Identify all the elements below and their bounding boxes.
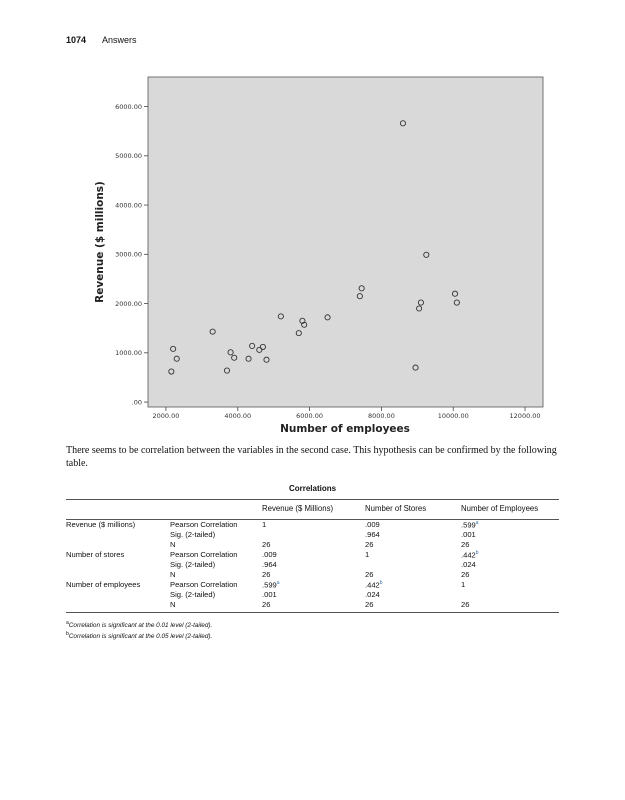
table-cell: N bbox=[170, 570, 176, 579]
table-cell: Number of stores bbox=[66, 550, 125, 559]
table-cell bbox=[66, 570, 170, 580]
y-tick-label: 2000.00 bbox=[115, 299, 142, 308]
table-cell: Number of employees bbox=[66, 580, 141, 589]
table-cell: .442$^b$ bbox=[461, 550, 479, 560]
y-tick-label: 6000.00 bbox=[115, 102, 142, 111]
table-cell: 1 bbox=[262, 520, 267, 529]
table-cell bbox=[461, 590, 559, 600]
table-cell: .964 bbox=[262, 560, 277, 569]
table-cell: .009 bbox=[262, 550, 277, 559]
table-cell bbox=[66, 600, 170, 613]
table-row bbox=[66, 570, 559, 580]
table-cell: .024 bbox=[365, 590, 380, 599]
running-title: Answers bbox=[102, 35, 137, 45]
x-tick-label: 6000.00 bbox=[296, 412, 324, 420]
plot-area bbox=[148, 77, 543, 407]
table-cell: Pearson Correlation bbox=[170, 580, 238, 589]
table-cell: .599$^a$ bbox=[262, 580, 280, 590]
table-cell: 26 bbox=[461, 600, 559, 613]
body-paragraph: There seems to be correlation between the variables in the second case. This hypothesis can be confirmed by the following table. bbox=[66, 445, 557, 469]
table-cell: 26 bbox=[365, 570, 374, 579]
table-cell: Sig. (2-tailed) bbox=[170, 590, 216, 599]
y-axis bbox=[115, 103, 148, 407]
table-cell: Sig. (2-tailed) bbox=[170, 560, 216, 569]
x-axis bbox=[153, 407, 541, 420]
table-row bbox=[66, 560, 559, 570]
table-row bbox=[66, 550, 559, 560]
table-cell bbox=[365, 560, 461, 570]
table-cell bbox=[66, 530, 170, 540]
table-cell bbox=[66, 560, 170, 570]
table-cell bbox=[262, 530, 365, 540]
table-row bbox=[66, 590, 559, 600]
table-row bbox=[66, 530, 559, 540]
table-cell: .009 bbox=[365, 520, 380, 529]
x-axis-label: Number of employees bbox=[280, 423, 410, 435]
x-tick-label: 12000.00 bbox=[509, 412, 541, 420]
x-tick-label: 8000.00 bbox=[367, 412, 395, 420]
table-row bbox=[66, 600, 559, 613]
correlations-table bbox=[66, 482, 559, 641]
x-tick-label: 4000.00 bbox=[224, 412, 252, 420]
table-footnotes bbox=[66, 619, 559, 641]
table-cell bbox=[66, 540, 170, 550]
table-cell: Pearson Correlation bbox=[170, 550, 238, 559]
significance-mark: a bbox=[276, 580, 280, 586]
y-tick-label: .00 bbox=[131, 398, 142, 407]
table-cell: .964 bbox=[365, 530, 380, 539]
column-header: Number of Stores bbox=[365, 500, 461, 520]
table-cell: 26 bbox=[461, 540, 470, 549]
y-tick-label: 4000.00 bbox=[115, 201, 142, 210]
table-row bbox=[66, 580, 559, 590]
table-cell bbox=[66, 590, 170, 600]
y-tick-label: 5000.00 bbox=[115, 152, 142, 161]
table-row bbox=[66, 540, 559, 550]
table-cell: .001 bbox=[461, 530, 476, 539]
table-cell: 26 bbox=[262, 540, 271, 549]
table-cell: Revenue ($ millions) bbox=[66, 520, 136, 529]
column-header: Number of Employees bbox=[461, 500, 559, 520]
column-header: Revenue ($ Millions) bbox=[262, 500, 365, 520]
table-row bbox=[66, 520, 559, 531]
table-cell: 1 bbox=[365, 550, 370, 559]
table-cell: .001 bbox=[262, 590, 277, 599]
page-number: 1074 bbox=[66, 35, 87, 45]
x-tick-label: 10000.00 bbox=[437, 412, 469, 420]
y-tick-label: 1000.00 bbox=[115, 349, 142, 358]
significance-mark: a bbox=[475, 520, 479, 526]
table-title: Correlations bbox=[288, 484, 337, 493]
table-cell: .024 bbox=[461, 560, 476, 569]
table-cell: Pearson Correlation bbox=[170, 520, 238, 529]
table-cell: N bbox=[170, 600, 262, 613]
table-cell: .442$^b$ bbox=[365, 580, 383, 590]
x-tick-label: 2000.00 bbox=[152, 412, 180, 420]
footnote: $^b$Correlation is significant at the 0.05 level (2-tailed). bbox=[66, 631, 213, 641]
column-header bbox=[170, 500, 262, 520]
table-cell: .599$^a$ bbox=[461, 520, 479, 530]
table-cell: 26 bbox=[461, 570, 470, 579]
footnote: $^a$Correlation is significant at the 0.01 level (2-tailed). bbox=[66, 620, 213, 630]
table-cell: Sig. (2-tailed) bbox=[170, 530, 216, 539]
table-cell: 26 bbox=[365, 600, 461, 613]
y-tick-label: 3000.00 bbox=[115, 250, 142, 259]
significance-mark: b bbox=[475, 550, 479, 556]
table-cell: 26 bbox=[262, 570, 271, 579]
y-axis-label: Revenue ($ millions) bbox=[94, 181, 106, 303]
table-cell: 26 bbox=[262, 600, 365, 613]
table-cell: 26 bbox=[365, 540, 374, 549]
significance-mark: b bbox=[379, 580, 383, 586]
table-cell: N bbox=[170, 540, 176, 549]
column-header bbox=[66, 500, 170, 520]
table-cell: 1 bbox=[461, 580, 466, 589]
